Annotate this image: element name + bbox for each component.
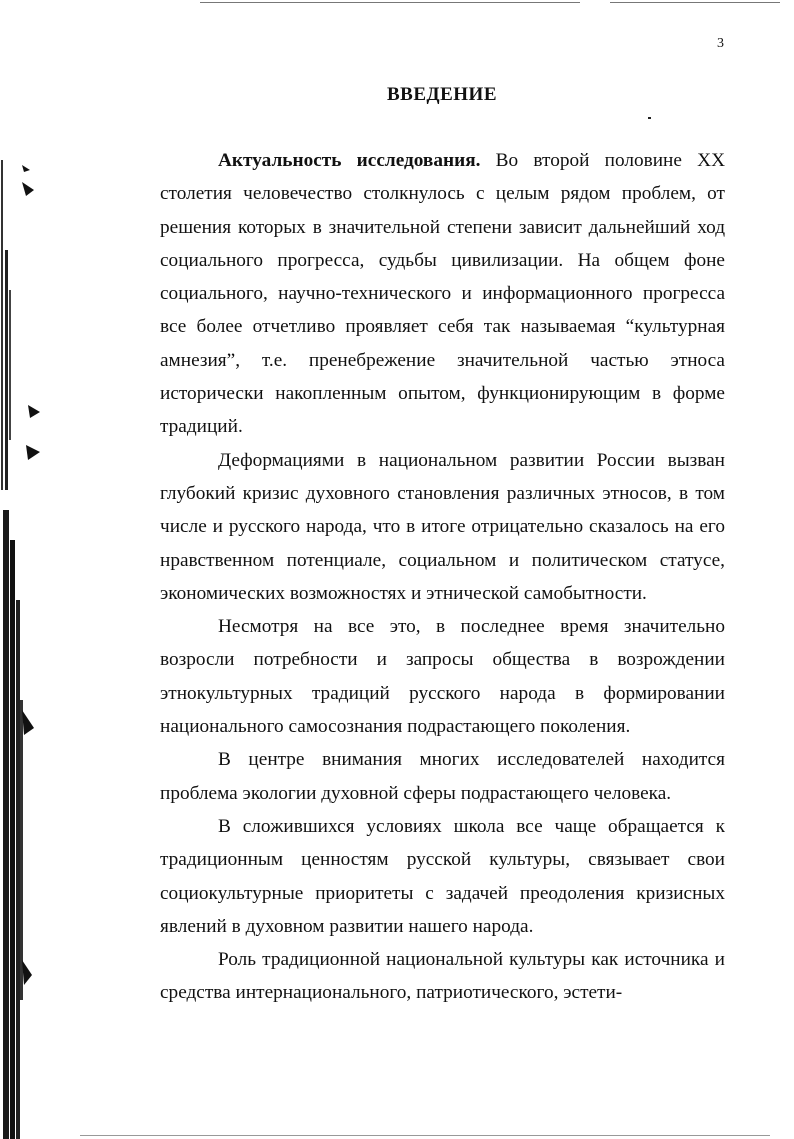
paragraph: В центре внимания многих исследователей находится проблема экологии духовной сферы подрастающего человека. [160,749,725,804]
bottom-scan-line [80,1135,770,1136]
top-scan-line [200,2,580,3]
page-title: ВВЕДЕНИЕ [387,84,497,105]
paragraph-text: Во второй половине XX столетия человечество столкнулось с целым рядом проблем, от решения которых в значительной степени зависит дальнейший ход социального прогресса, судьбы цивилизации. На общем фоне социального, научно-технического и информационного прогресса все более отчетливо проявляет себя так называемая “культурная амнезия”, т.е. пренебрежение значительной частью этноса исторически накопленным опытом, функционирующим в форме традиций. [160,150,725,438]
scan-speck [648,117,651,119]
paragraph: Роль традиционной национальной культуры как источника и средства интернационального, патриотического, эстети- [160,949,725,1004]
paragraph-lead: Актуальность исследования. [218,150,481,171]
paragraph: Несмотря на все это, в последнее время значительно возросли потребности и запросы общества в возрождении этнокультурных традиций русского народа в формировании национального самосознания подрастающего поколения. [160,616,725,738]
page-number: 3 [717,36,724,51]
body-text [160,144,725,1010]
paragraph-relevance [160,144,725,444]
paragraph: Деформациями в национальном развитии России вызван глубокий кризис духовного становления различных этносов, в том числе и русского народа, что в итоге отрицательно сказалось на его нравственном потенциале, социальном и политическом статусе, экономических возможностях и этнической самобытности. [160,449,725,604]
paragraph: В сложившихся условиях школа все чаще обращается к традиционным ценностям русской культуры, связывает свои социокультурные приоритеты с задачей преодоления кризисных явлений в духовном развитии нашего народа. [160,815,725,937]
scan-edge-artifacts [0,0,60,1139]
top-scan-line [610,2,780,3]
